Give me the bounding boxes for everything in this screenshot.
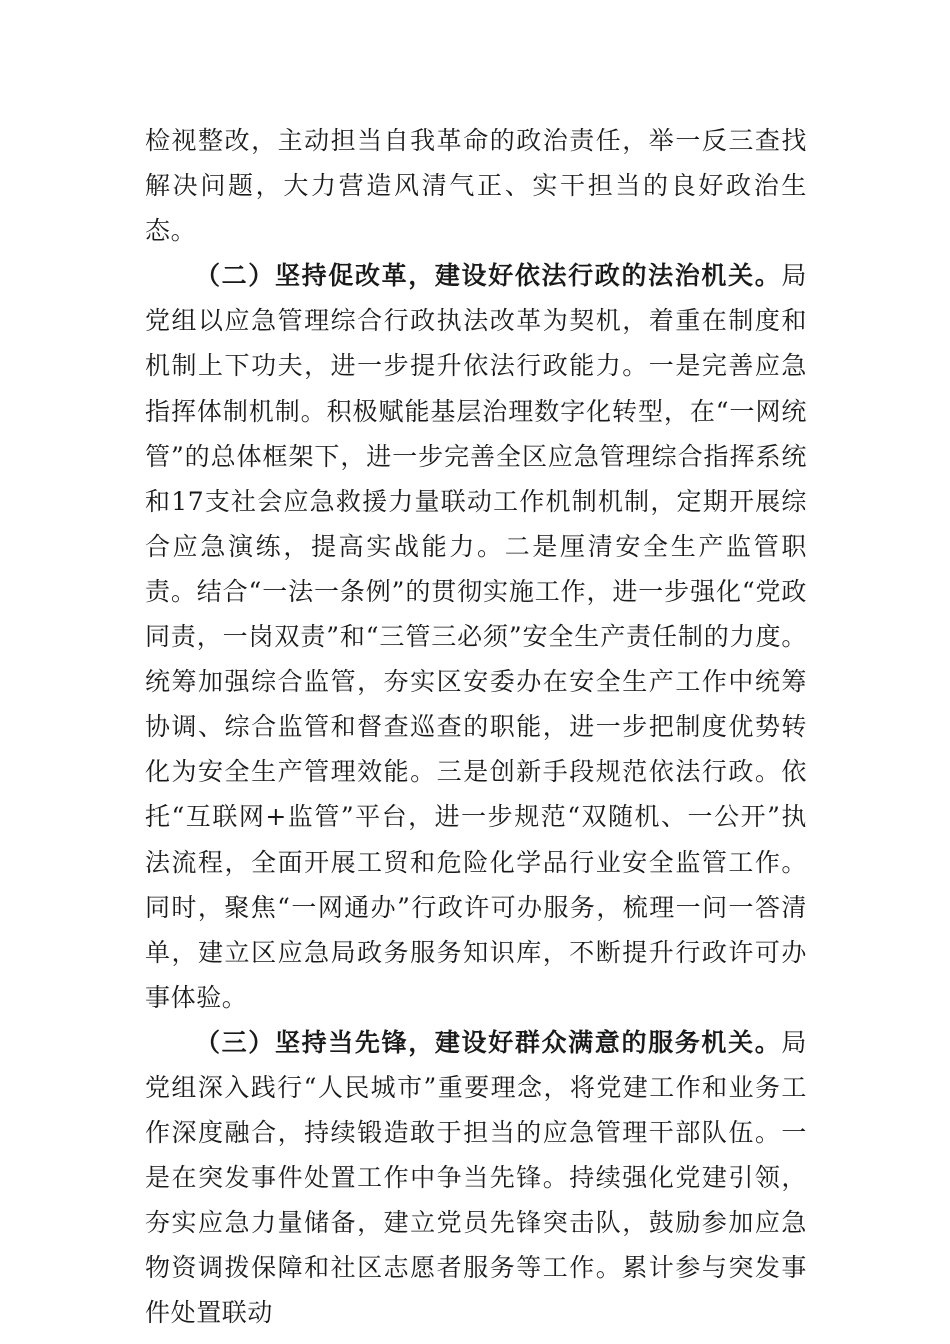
document-body: [145, 118, 807, 1336]
paragraph-section-3: [145, 1020, 807, 1336]
paragraph-text: 局党组以应急管理综合行政执法改革为契机，着重在制度和机制上下功夫，进一步提升依法行政能力。一是完善应急指挥体制机制。积极赋能基层治理数字化转型，在“一网统管”的总体框架下，进一步完善全区应急管理综合指挥系统和17支社会应急救援力量联动工作机制机制，定期开展综合应急演练，提高实战能力。二是厘清安全生产监管职责。结合“一法一条例”的贯彻实施工作，进一步强化“党政同责，一岗双责”和“三管三必须”安全生产责任制的力度。统筹加强综合监管，夯实区安委办在安全生产工作中统筹协调、综合监管和督查巡查的职能，进一步把制度优势转化为安全生产管理效能。三是创新手段规范依法行政。依托“互联网+监管”平台，进一步规范“双随机、一公开”执法流程，全面开展工贸和危险化学品行业安全监管工作。同时，聚焦“一网通办”行政许可办服务，梳理一问一答清单，建立区应急局政务服务知识库，不断提升行政许可办事体验。: [145, 261, 807, 1012]
paragraph-section-2: [145, 253, 807, 1020]
paragraph-continuation: [145, 118, 807, 253]
section-heading: （三）坚持当先锋，建设好群众满意的服务机关。: [195, 1027, 782, 1057]
section-heading: （二）坚持促改革，建设好依法行政的法治机关。: [195, 261, 782, 291]
paragraph-text: 局党组深入践行“人民城市”重要理念，将党建工作和业务工作深度融合，持续锻造敢于担当的应急管理干部队伍。一是在突发事件处置工作中争当先锋。持续强化党建引领，夯实应急力量储备，建立党员先锋突击队，鼓励参加应急物资调拨保障和社区志愿者服务等工作。累计参与突发事件处置联动: [145, 1027, 807, 1328]
paragraph-text: 检视整改，主动担当自我革命的政治责任，举一反三查找解决问题，大力营造风清气正、实干担当的良好政治生态。: [145, 126, 807, 246]
